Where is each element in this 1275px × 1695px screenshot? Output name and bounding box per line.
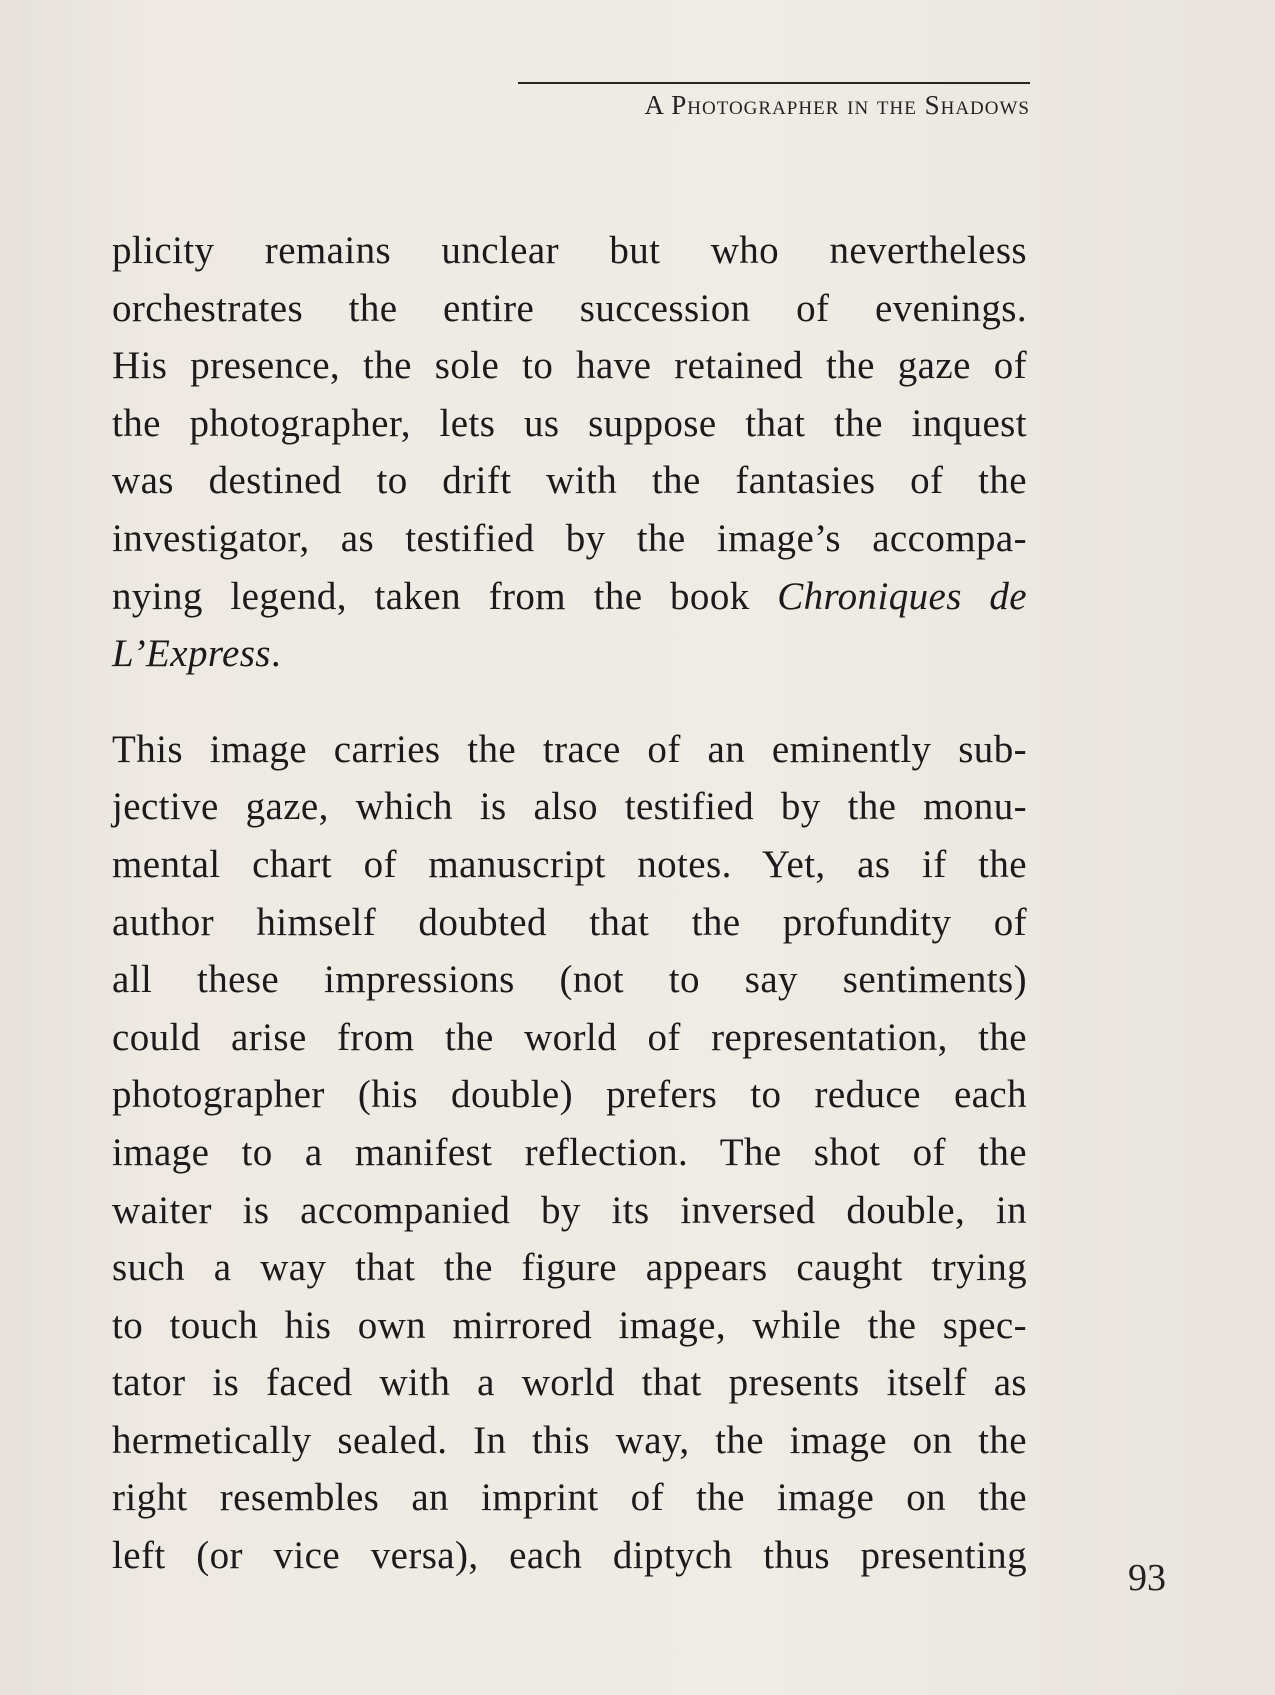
paragraph-1 — [112, 222, 1027, 683]
text-line: waiter is accompanied by its inversed double, in — [112, 1188, 1027, 1232]
text-line: plicity remains unclear but who nevertheless — [112, 229, 1027, 272]
text-line — [112, 568, 1027, 626]
text-line — [112, 625, 1027, 683]
text-fragment: . — [270, 632, 282, 676]
text-line: right resembles an imprint of the image on the — [112, 1476, 1027, 1520]
text-fragment: nying legend, taken from the book — [112, 574, 778, 618]
text-line: image to a manifest reflection. The shot of the — [112, 1130, 1027, 1174]
book-title: Chroniques de — [777, 574, 1027, 618]
body-text — [112, 222, 1027, 1585]
text-line: photographer (his double) prefers to reduce each — [112, 1073, 1027, 1117]
text-line: tator is faced with a world that presents itself as — [112, 1361, 1027, 1405]
text-line: author himself doubted that the profundity of — [112, 900, 1027, 944]
text-line: all these impressions (not to say sentiments) — [112, 958, 1027, 1002]
paragraph-2 — [112, 721, 1027, 1585]
text-line: was destined to drift with the fantasies of the — [112, 459, 1027, 503]
text-line: hermetically sealed. In this way, the image on the — [112, 1418, 1027, 1462]
text-line: jective gaze, which is also testified by the monu- — [112, 785, 1027, 829]
running-head: A Photographer in the Shadows — [518, 82, 1030, 121]
text-line: the photographer, lets us suppose that the inquest — [112, 401, 1027, 445]
text-line: investigator, as testified by the image’s accompa- — [112, 516, 1027, 560]
text-line: This image carries the trace of an eminently sub- — [112, 727, 1027, 771]
text-line: left (or vice versa), each diptych thus presenting — [112, 1534, 1027, 1578]
text-line: mental chart of manuscript notes. Yet, as if the — [112, 842, 1027, 886]
text-line: orchestrates the entire succession of evenings. — [112, 286, 1027, 330]
page-number: 93 — [1128, 1557, 1166, 1599]
text-line: to touch his own mirrored image, while the spec- — [112, 1303, 1027, 1347]
book-title-continued: L’Express — [112, 632, 271, 676]
text-line: His presence, the sole to have retained the gaze of — [112, 344, 1027, 388]
text-line: such a way that the figure appears caught trying — [112, 1246, 1027, 1290]
text-line: could arise from the world of representation, the — [112, 1015, 1027, 1059]
